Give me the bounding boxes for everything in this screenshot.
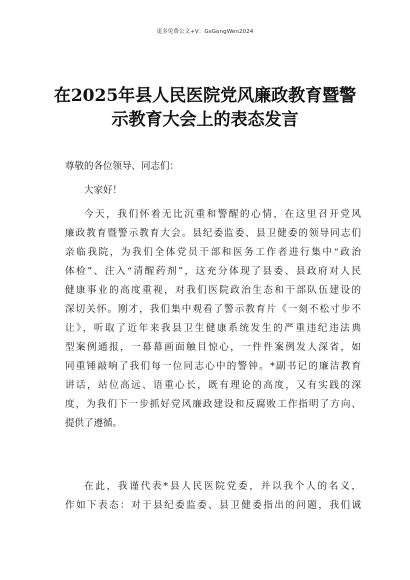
paragraph-1-line: 让》，听取了近年来我县卫生健康系统发生的严重违纪违法典 xyxy=(65,323,361,334)
salutation: 尊敬的各位领导、同志们： xyxy=(65,161,180,172)
paragraph-2-line: 在此，我谨代表*县人民医院党委，并以我个人的名义， xyxy=(84,481,361,492)
paragraph-1 xyxy=(65,205,361,433)
paragraph-1-line: 体检”、注入“清醒药剂”，这充分体现了县委、县政府对人民 xyxy=(65,266,361,277)
paragraph-1-line: 深切关怀。刚才，我们集中观看了警示教育片《一刻不松寸步不 xyxy=(65,304,361,315)
paragraph-1-line: 同重锤敲响了我们每一位同志心中的警钟。*副书记的廉洁教育 xyxy=(65,361,361,372)
paragraph-2 xyxy=(65,477,361,515)
greeting: 大家好！ xyxy=(84,185,123,196)
title-line-2: 示教育大会上的表态发言 xyxy=(111,110,299,130)
paragraph-1-line: 度，为我们下一步抓好党风廉政建设和反腐败工作指明了方向、 xyxy=(65,399,361,410)
page-title xyxy=(40,84,370,132)
paragraph-1-line: 讲话，站位高远、语重心长，既有理论的高度，又有实践的深 xyxy=(65,380,361,391)
paragraph-1-line: 提供了遵循。 xyxy=(65,418,123,429)
header-note: 更多免费公文+V：GsGongWen2024 xyxy=(156,29,254,35)
title-line-1: 在2025年县人民医院党风廉政教育暨警 xyxy=(53,86,357,106)
paragraph-1-line: 廉政教育暨警示教育大会。县纪委监委、县卫健委的领导同志们 xyxy=(65,228,361,239)
paragraph-1-line: 今天，我们怀着无比沉重和警醒的心情，在这里召开党风 xyxy=(84,209,361,220)
paragraph-2-line: 作如下表态：对于县纪委监委、县卫健委指出的问题，我们诚 xyxy=(65,500,361,511)
paragraph-1-line: 亲临我院，为我们全体党员干部和医务工作者进行集中“政治 xyxy=(65,247,361,258)
paragraph-1-line: 型案例通报，一幕幕画面触目惊心，一件件案例发人深省，如 xyxy=(65,342,361,353)
paragraph-1-line: 健康事业的高度重视，对我们医院政治生态和干部队伍建设的 xyxy=(65,285,361,296)
